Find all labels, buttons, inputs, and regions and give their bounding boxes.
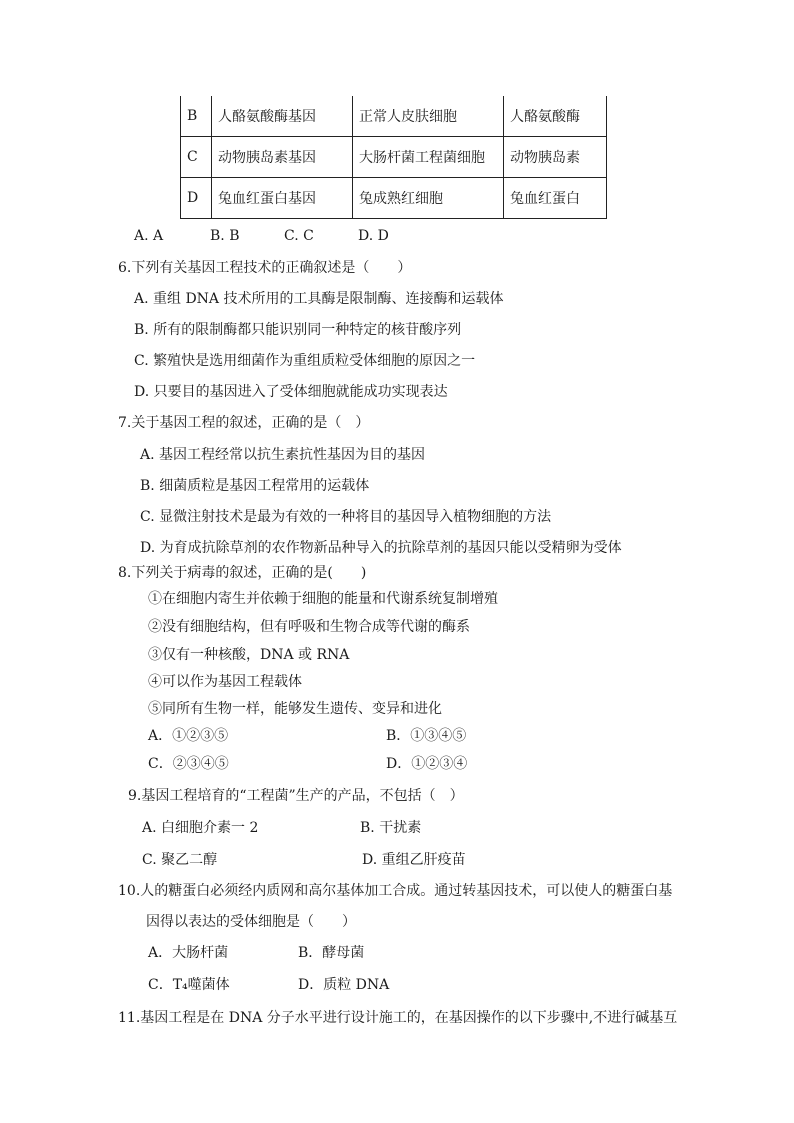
option: C. 聚乙二醇 [142, 852, 218, 868]
option: A. A [134, 228, 164, 244]
question-stem-continued: 因得以表达的受体细胞是（ ） [146, 914, 356, 930]
question-stem: 9.基因工程培育的“工程菌”生产的产品，不包括（ ） [128, 788, 464, 804]
option: D. 重组乙肝疫苗 [362, 852, 466, 868]
table-cell: 兔血红蛋白基因 [212, 178, 353, 219]
option: D. 为育成抗除草剂的农作物新品种导入的抗除草剂的基因只能以受精卵为受体 [140, 540, 622, 556]
question-stem: 11.基因工程是在 DNA 分子水平进行设计施工的，在基因操作的以下步骤中,不进行碱基互 [118, 1010, 678, 1026]
option: C. 繁殖快是选用细菌作为重组质粒受体细胞的原因之一 [134, 353, 476, 369]
table-cell: 正常人皮肤细胞 [353, 96, 504, 137]
table-cell: 动物胰岛素基因 [212, 137, 353, 178]
table-cell: C [181, 137, 212, 178]
option: C. C [284, 228, 314, 244]
table-row [181, 96, 607, 137]
option: D. D [358, 228, 389, 244]
table-row [181, 178, 607, 219]
table-cell: 兔成熟红细胞 [353, 178, 504, 219]
option: B. 所有的限制酶都只能识别同一种特定的核苷酸序列 [134, 322, 462, 338]
option: A. 白细胞介素一 2 [142, 820, 259, 836]
option: C. 显微注射技术是最为有效的一种将目的基因导入植物细胞的方法 [140, 509, 552, 525]
statement: ⑤同所有生物一样，能够发生遗传、变异和进化 [148, 701, 442, 717]
gene-table [180, 96, 607, 219]
option: C．T₄噬菌体 [148, 977, 230, 993]
option: B. B [210, 228, 240, 244]
table-cell: 人酪氨酸酶基因 [212, 96, 353, 137]
table-cell: 动物胰岛素 [504, 137, 607, 178]
option: A. 基因工程经常以抗生素抗性基因为目的基因 [140, 447, 426, 463]
statement: ②没有细胞结构，但有呼吸和生物合成等代谢的酶系 [148, 619, 470, 635]
option: B．①③④⑤ [386, 728, 467, 744]
option: D. 只要目的基因进入了受体细胞就能成功实现表达 [134, 384, 448, 400]
option: B．酵母菌 [298, 945, 365, 961]
question-stem: 10.人的糖蛋白必须经内质网和高尔基体加工合成。通过转基因技术，可以使人的糖蛋白基 [118, 883, 673, 899]
option: D．①②③④ [386, 756, 468, 772]
table-cell: D [181, 178, 212, 219]
table-cell: 兔血红蛋白 [504, 178, 607, 219]
question-stem: 7.关于基因工程的叙述，正确的是（ ） [118, 415, 370, 431]
statement: ④可以作为基因工程载体 [148, 674, 302, 690]
option: A．①②③⑤ [148, 728, 229, 744]
option: B. 干扰素 [360, 820, 422, 836]
table-cell: 大肠杆菌工程菌细胞 [353, 137, 504, 178]
statement: ①在细胞内寄生并依赖于细胞的能量和代谢系统复制增殖 [148, 591, 498, 607]
option: A．大肠杆菌 [148, 945, 229, 961]
option: B. 细菌质粒是基因工程常用的运载体 [140, 478, 370, 494]
question-stem: 6.下列有关基因工程技术的正确叙述是（ ） [118, 260, 412, 276]
table-cell: B [181, 96, 212, 137]
option: D．质粒 DNA [298, 977, 390, 993]
question-stem: 8.下列关于病毒的叙述，正确的是( ) [118, 565, 367, 581]
statement: ③仅有一种核酸，DNA 或 RNA [148, 647, 350, 663]
option: C．②③④⑤ [148, 756, 229, 772]
option: A. 重组 DNA 技术所用的工具酶是限制酶、连接酶和运载体 [134, 291, 504, 307]
table-row [181, 137, 607, 178]
table-cell: 人酪氨酸酶 [504, 96, 607, 137]
